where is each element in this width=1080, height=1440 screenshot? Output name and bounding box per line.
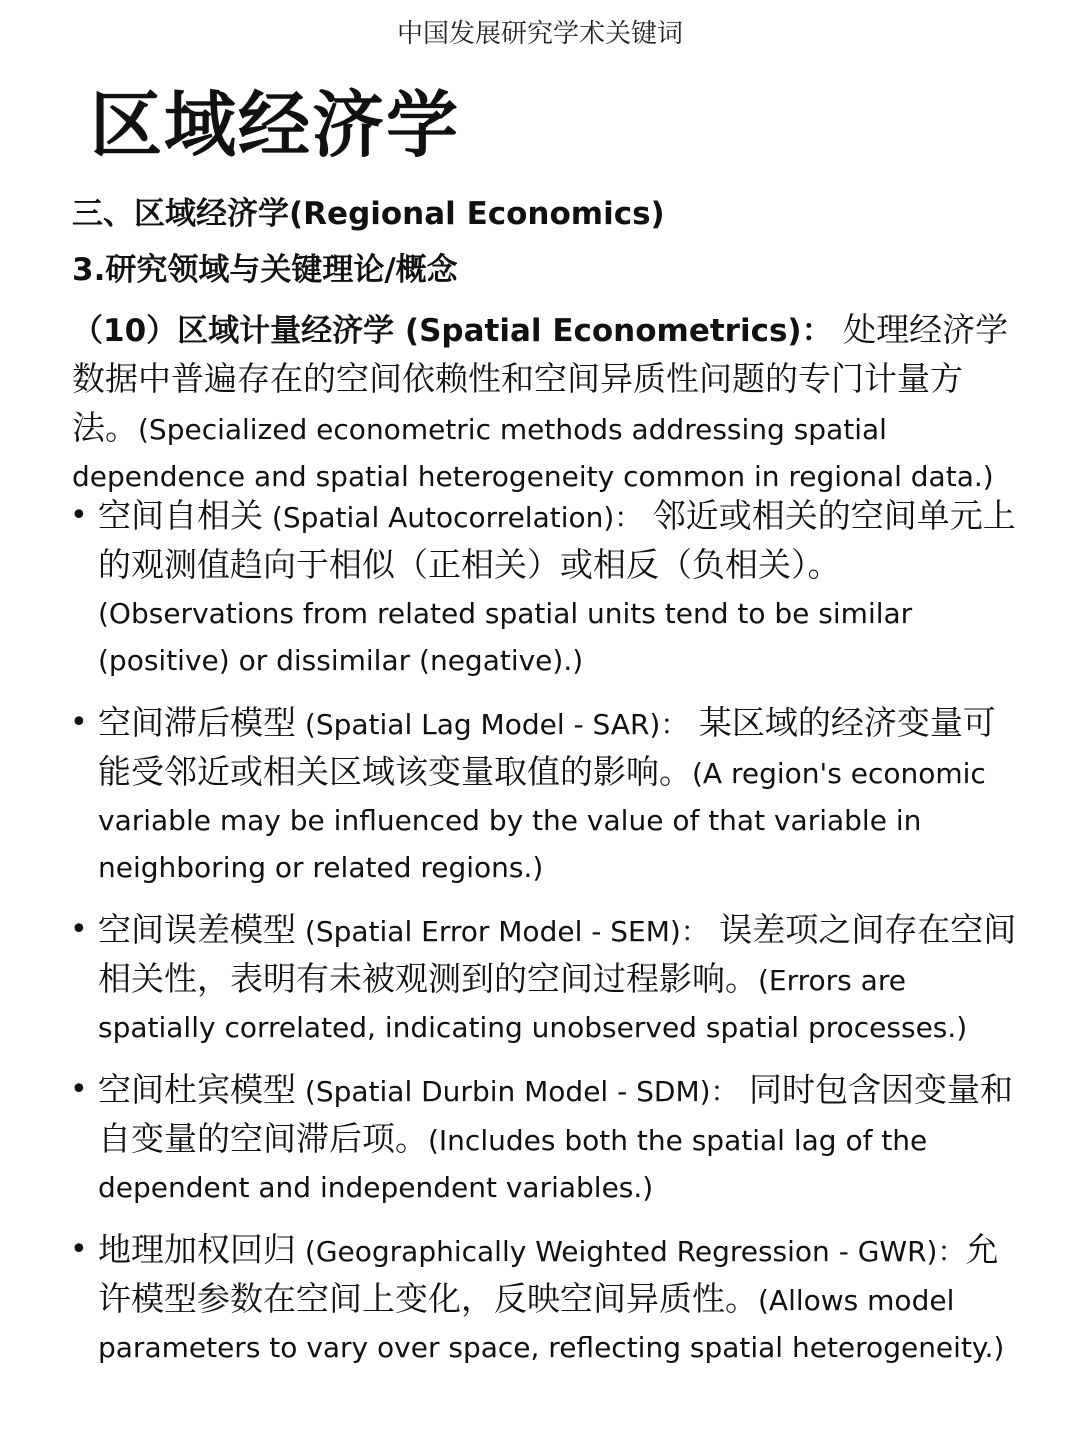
- definition-zh: 某区域的经济变量可能受邻近或相关区域该变量取值的影响。: [98, 703, 996, 791]
- page-title: 区域经济学: [90, 83, 461, 167]
- document-header: 中国发展研究学术关键词: [396, 19, 683, 49]
- term-en: (Spatial Lag Model - SAR)：: [296, 708, 689, 741]
- term-zh: 空间误差模型: [98, 910, 296, 949]
- definition-en: (A region's economic variable may be influenced by the value of that variable in neighboring or related regions.): [98, 757, 986, 884]
- term-zh: 地理加权回归: [98, 1230, 296, 1269]
- term-en: (Spatial Durbin Model - SDM)：: [296, 1075, 739, 1108]
- term-en: (Geographically Weighted Regression - GWR)：: [296, 1235, 966, 1268]
- sub-heading: 3.研究领域与关键理论/概念: [72, 252, 458, 288]
- intro-paragraph: [72, 308, 1022, 502]
- bullet-icon: •: [70, 1232, 88, 1267]
- concept-list: [70, 494, 1020, 1388]
- intro-text-zh: 处理经济学数据中普遍存在的空间依赖性和空间异质性问题的专门计量方法。: [72, 310, 1009, 447]
- definition-zh: 同时包含因变量和自变量的空间滞后项。: [98, 1070, 1014, 1158]
- term-zh: 空间滞后模型: [98, 703, 296, 742]
- bullet-icon: •: [70, 912, 88, 947]
- definition-en: (Errors are spatially correlated, indicating unobserved spatial processes.): [98, 964, 968, 1044]
- term-zh: 空间自相关: [98, 496, 263, 535]
- definition-en: (Includes both the spatial lag of the dependent and independent variables.): [98, 1124, 928, 1204]
- list-item: [70, 1068, 1020, 1213]
- bullet-icon: •: [70, 1072, 88, 1107]
- definition-zh: 误差项之间存在空间相关性，表明有未被观测到的空间过程影响。: [98, 910, 1017, 998]
- list-item: [70, 908, 1020, 1053]
- list-item: [70, 1228, 1020, 1373]
- section-heading: 三、区域经济学(Regional Economics): [72, 196, 665, 232]
- list-item: [70, 701, 1020, 893]
- definition-en: (Observations from related spatial units tend to be similar (positive) or dissimilar (negative).): [98, 597, 913, 677]
- intro-text-en: (Specialized econometric methods addressing spatial dependence and spatial heterogeneity common in regional data.): [72, 413, 994, 493]
- intro-lead: （10）区域计量经济学 (Spatial Econometrics)：: [72, 313, 833, 349]
- bullet-icon: •: [70, 705, 88, 740]
- definition-zh: 邻近或相关的空间单元上的观测值趋向于相似（正相关）或相反（负相关）。: [98, 496, 1016, 584]
- term-en: (Spatial Autocorrelation)：: [263, 501, 643, 534]
- list-item: [70, 494, 1020, 686]
- term-zh: 空间杜宾模型: [98, 1070, 296, 1109]
- definition-zh: 允许模型参数在空间上变化，反映空间异质性。: [98, 1230, 999, 1318]
- bullet-icon: •: [70, 498, 88, 533]
- definition-en: (Allows model parameters to vary over space, reflecting spatial heterogeneity.): [98, 1284, 1005, 1364]
- term-en: (Spatial Error Model - SEM)：: [296, 915, 709, 948]
